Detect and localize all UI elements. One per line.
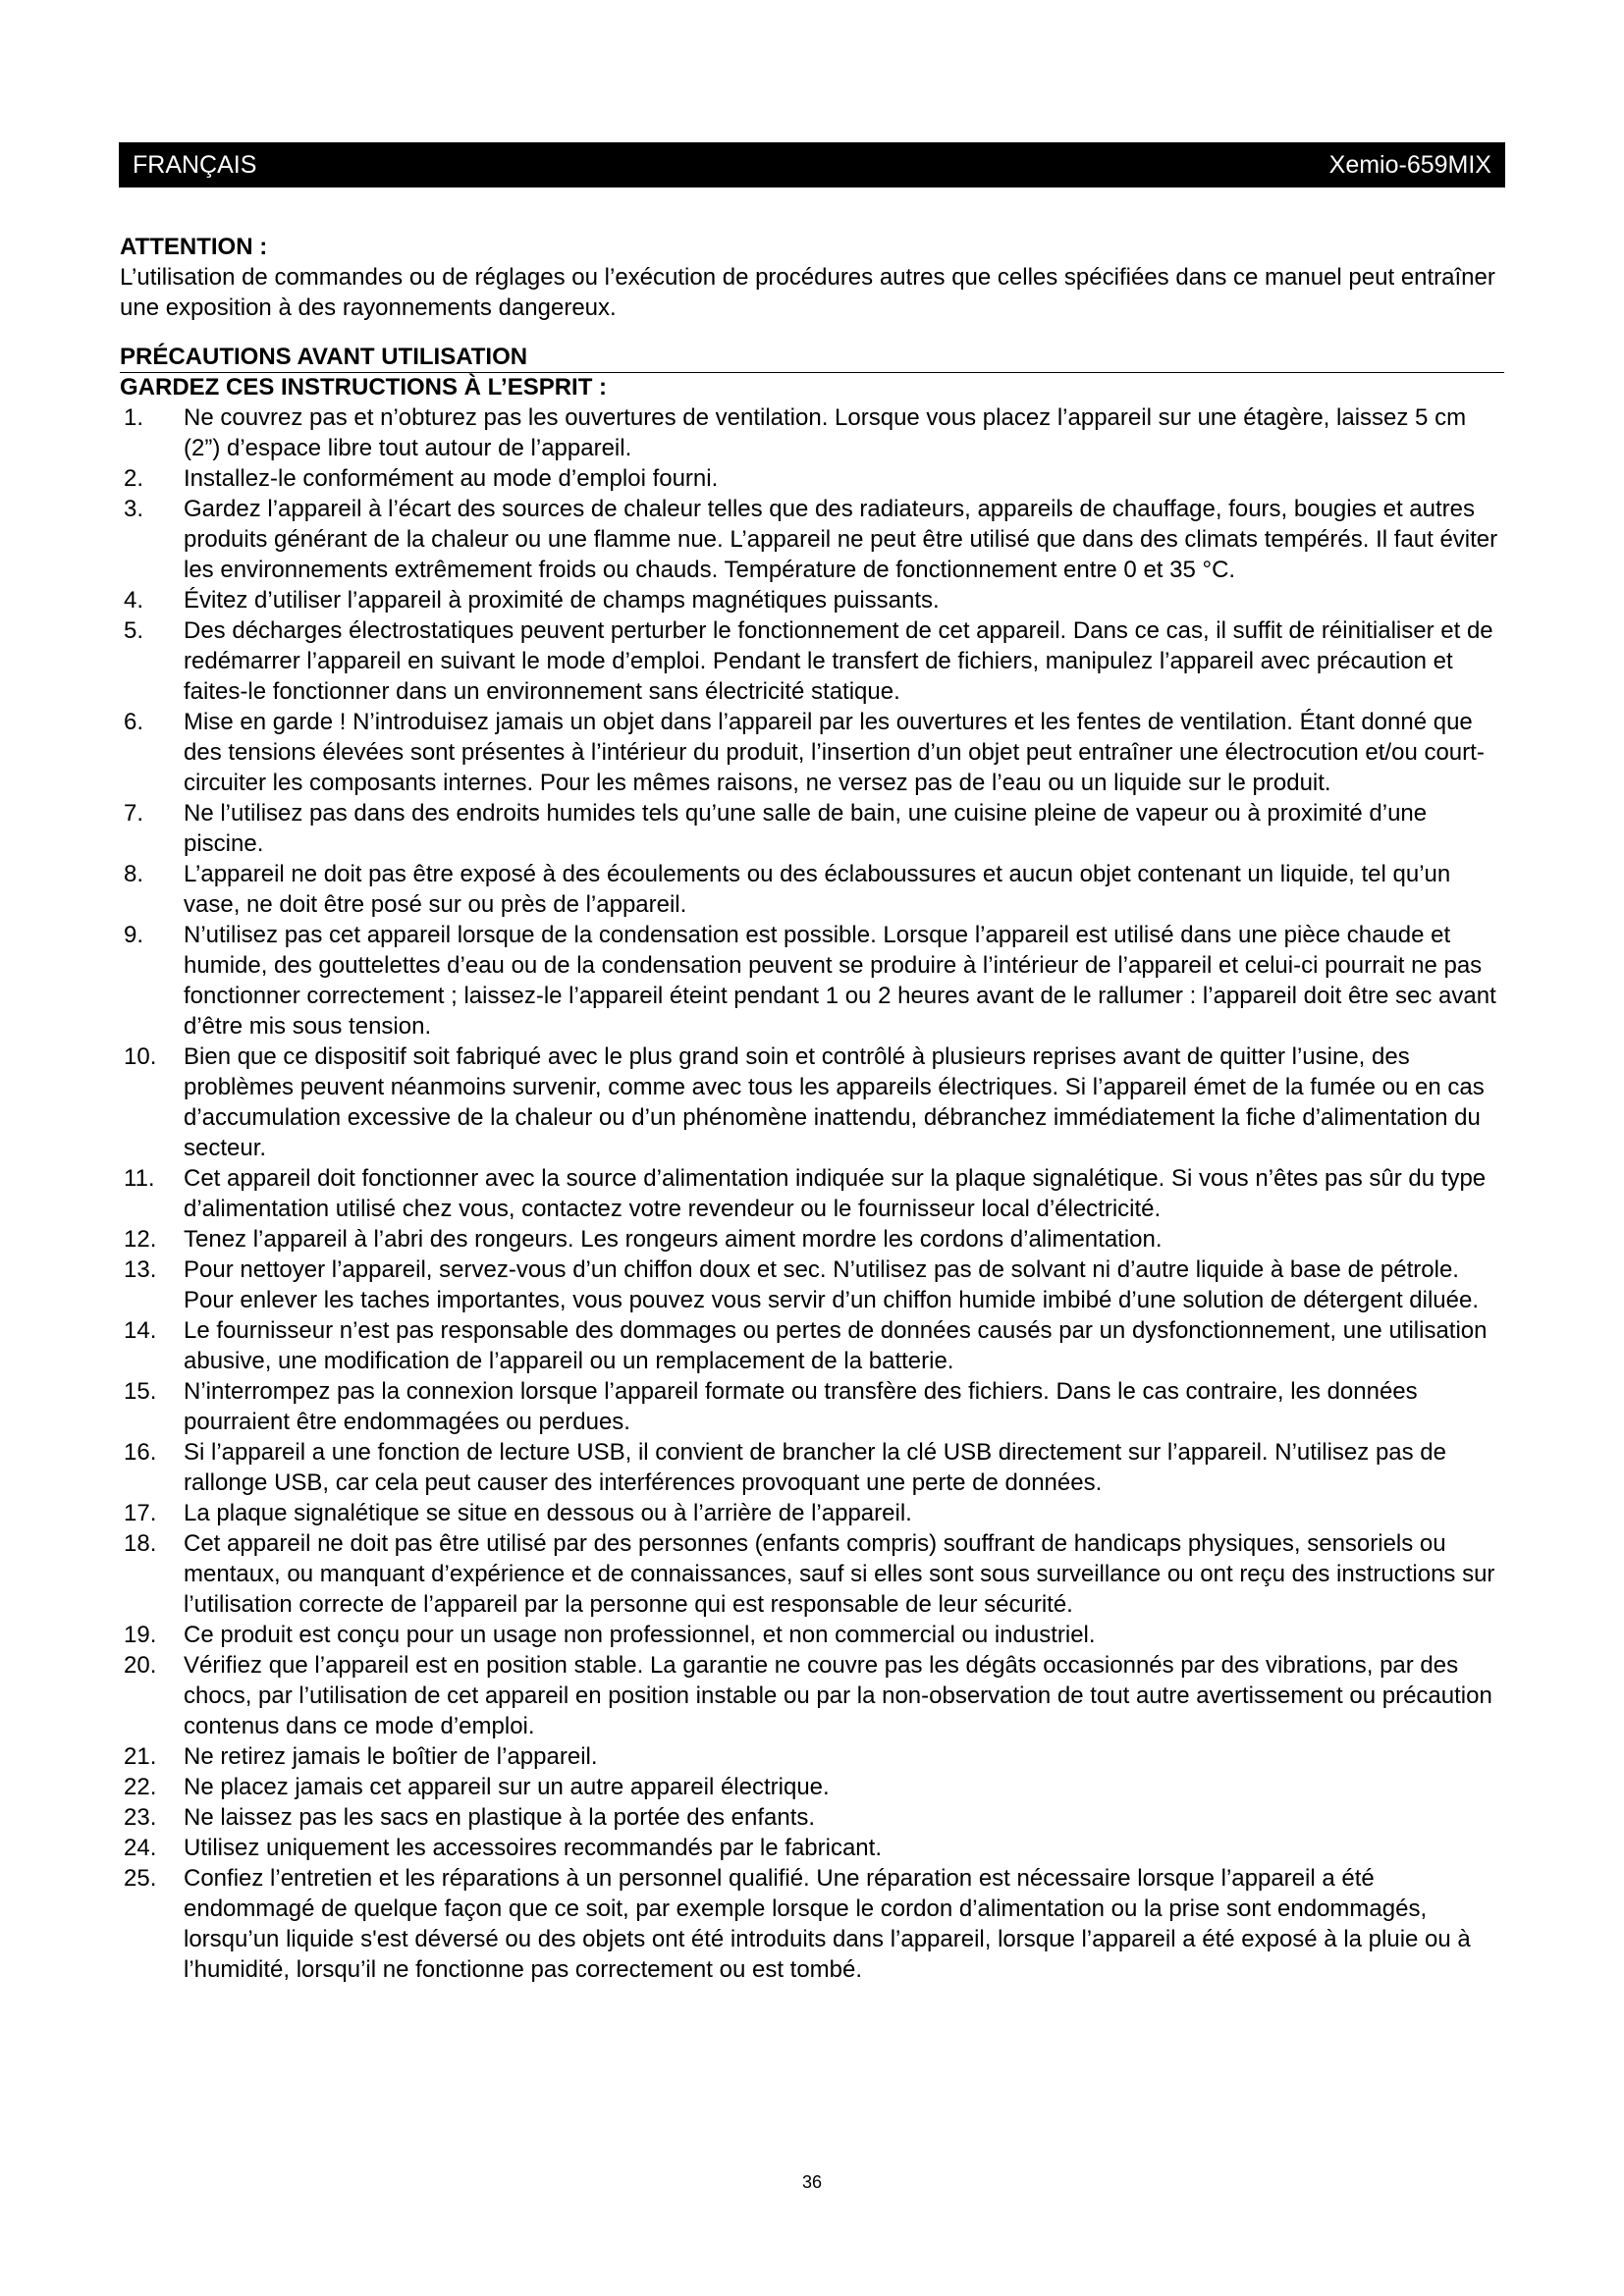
list-item-text: L’appareil ne doit pas être exposé à des écoulements ou des éclaboussures et aucun objet contenant un liquide, tel qu’un vase, ne doit être posé sur ou près de l’appareil. bbox=[184, 861, 1451, 918]
list-item-number: 12. bbox=[124, 1226, 157, 1253]
list-item bbox=[120, 1255, 1506, 1315]
list-item-number: 7. bbox=[124, 800, 144, 827]
list-item-number: 19. bbox=[124, 1622, 157, 1648]
list-item bbox=[120, 402, 1506, 463]
list-item-text: Si l’appareil a une fonction de lecture USB, il convient de brancher la clé USB directement sur l’appareil. N’utilisez pas de rallonge USB, car cela peut causer des interférences provoquant une perte de données. bbox=[184, 1439, 1447, 1496]
list-item bbox=[120, 707, 1506, 798]
list-item-number: 24. bbox=[124, 1835, 157, 1861]
header-language: FRANÇAIS bbox=[133, 150, 257, 179]
list-item bbox=[120, 615, 1506, 707]
list-item-number: 2. bbox=[124, 465, 144, 492]
page-header-bar bbox=[119, 142, 1505, 187]
list-item-number: 6. bbox=[124, 709, 144, 735]
list-item-text: Ce produit est conçu pour un usage non professionnel, et non commercial ou industriel. bbox=[184, 1622, 1096, 1648]
list-item bbox=[120, 1863, 1506, 1985]
list-item-number: 11. bbox=[124, 1165, 155, 1192]
list-item-number: 25. bbox=[124, 1865, 157, 1892]
list-item bbox=[120, 1772, 1506, 1802]
list-item-text: Ne l’utilisez pas dans des endroits humides tels qu’une salle de bain, une cuisine pleine de vapeur ou à proximité d’une piscine. bbox=[184, 800, 1428, 857]
list-item bbox=[120, 1833, 1506, 1863]
list-item bbox=[120, 920, 1506, 1041]
list-item-text: Cet appareil doit fonctionner avec la source d’alimentation indiquée sur la plaque signalétique. Si vous n’êtes pas sûr du type d’alimentation utilisé chez vous, contactez votre revendeur ou le fournisseur local d’électricité. bbox=[184, 1165, 1487, 1222]
attention-text: L’utilisation de commandes ou de réglages ou l’exécution de procédures autres que celles spécifiées dans ce manuel peut entraîner une exposition à des rayonnements dangereux. bbox=[120, 264, 1495, 321]
list-item bbox=[120, 1650, 1506, 1741]
page-number: 36 bbox=[801, 2172, 823, 2192]
list-item-text: Ne retirez jamais le boîtier de l’appareil. bbox=[184, 1743, 598, 1770]
list-item-text: Le fournisseur n’est pas responsable des dommages ou pertes de données causés par un dysfonctionnement, une utilisation abusive, une modification de l’appareil ou un remplacement de la batterie. bbox=[184, 1317, 1488, 1374]
list-item bbox=[120, 1528, 1506, 1620]
list-item-number: 3. bbox=[124, 496, 144, 522]
instructions-subtitle: GARDEZ CES INSTRUCTIONS À L’ESPRIT : bbox=[120, 374, 608, 400]
list-item-text: Confiez l’entretien et les réparations à un personnel qualifié. Une réparation est nécessaire lorsque l’appareil a été endommagé de quelque façon que ce soit, par exemple lorsque le cordon d’alimentation ou la prise sont endommagés, lorsqu’un liquide s'est déversé ou des objets ont été introduits dans l’appareil, lorsque l’appareil a été exposé à la pluie ou à l’humidité, lorsqu’il ne fonctionne pas correctement ou est tombé. bbox=[184, 1865, 1471, 1983]
list-item-text: Des décharges électrostatiques peuvent perturber le fonctionnement de cet appareil. Dans ce cas, il suffit de réinitialiser et de redémarrer l’appareil en suivant le mode d’emploi. Pendant le transfert de fichiers, manipulez l’appareil avec précaution et faites-le fonctionner dans un environnement sans électricité statique. bbox=[184, 617, 1493, 705]
list-item bbox=[120, 1041, 1506, 1163]
list-item bbox=[120, 1224, 1506, 1255]
list-item bbox=[120, 1163, 1506, 1224]
list-item-number: 23. bbox=[124, 1804, 157, 1831]
list-item-text: Cet appareil ne doit pas être utilisé par des personnes (enfants compris) souffrant de handicaps physiques, sensoriels ou mentaux, ou manquant d’expérience et de connaissances, sauf si elles sont sous surveillance ou ont reçu des instructions sur l’utilisation correcte de l’appareil par la personne qui est responsable de leur sécurité. bbox=[184, 1530, 1495, 1618]
list-item-number: 20. bbox=[124, 1652, 157, 1679]
list-item-text: Ne laissez pas les sacs en plastique à la portée des enfants. bbox=[184, 1804, 816, 1831]
list-item bbox=[120, 463, 1506, 494]
precautions-title: PRÉCAUTIONS AVANT UTILISATION bbox=[120, 344, 528, 370]
list-item-text: N’utilisez pas cet appareil lorsque de la condensation est possible. Lorsque l’appareil est utilisé dans une pièce chaude et humide, des gouttelettes d’eau ou de la condensation peuvent se produire à l’intérieur de l’appareil et celui-ci pourrait ne pas fonctionner correctement ; laissez-le l’appareil éteint pendant 1 ou 2 heures avant de le rallumer : l’appareil doit être sec avant d’être mis sous tension. bbox=[184, 922, 1496, 1040]
list-item bbox=[120, 1620, 1506, 1650]
list-item-number: 8. bbox=[124, 861, 144, 887]
list-item-number: 1. bbox=[124, 404, 144, 431]
document-body bbox=[120, 232, 1506, 1985]
list-item bbox=[120, 1376, 1506, 1437]
list-item-number: 22. bbox=[124, 1774, 157, 1800]
list-item-text: Ne placez jamais cet appareil sur un autre appareil électrique. bbox=[184, 1774, 830, 1800]
list-item-number: 10. bbox=[124, 1043, 157, 1070]
list-item bbox=[120, 1741, 1506, 1772]
attention-title: ATTENTION : bbox=[120, 234, 268, 260]
list-item bbox=[120, 1498, 1506, 1528]
list-item-text: La plaque signalétique se situe en dessous ou à l’arrière de l’appareil. bbox=[184, 1500, 912, 1526]
list-item bbox=[120, 1315, 1506, 1376]
list-item-number: 15. bbox=[124, 1378, 157, 1405]
list-item-number: 17. bbox=[124, 1500, 157, 1526]
list-item-text: Vérifiez que l’appareil est en position stable. La garantie ne couvre pas les dégâts occasionnés par des vibrations, par des chocs, par l’utilisation de cet appareil en position instable ou par la non-observation de tout autre avertissement ou précaution contenus dans ce mode d’emploi. bbox=[184, 1652, 1492, 1739]
list-item-number: 14. bbox=[124, 1317, 157, 1344]
list-item-text: Ne couvrez pas et n’obturez pas les ouvertures de ventilation. Lorsque vous placez l’appareil sur une étagère, laissez 5 cm (2”) d’espace libre tout autour de l’appareil. bbox=[184, 404, 1467, 461]
list-item-number: 4. bbox=[124, 587, 144, 614]
list-item-text: Pour nettoyer l’appareil, servez-vous d’un chiffon doux et sec. N’utilisez pas de solvant ni d’autre liquide à base de pétrole. Pour enlever les taches importantes, vous pouvez vous servir d’un chiffon humide imbibé d’une solution de détergent diluée. bbox=[184, 1256, 1480, 1313]
list-item-number: 9. bbox=[124, 922, 144, 948]
list-item bbox=[120, 859, 1506, 920]
list-item-text: Gardez l’appareil à l’écart des sources de chaleur telles que des radiateurs, appareils de chauffage, fours, bougies et autres produits générant de la chaleur ou une flamme nue. L’appareil ne peut être utilisé que dans des climats tempérés. Il faut éviter les environnements extrêmement froids ou chauds. Température de fonctionnement entre 0 et 35 °C. bbox=[184, 496, 1498, 583]
list-item bbox=[120, 494, 1506, 585]
list-item bbox=[120, 1437, 1506, 1498]
list-item-text: Évitez d’utiliser l’appareil à proximité de champs magnétiques puissants. bbox=[184, 587, 940, 614]
list-item-text: Utilisez uniquement les accessoires recommandés par le fabricant. bbox=[184, 1835, 882, 1861]
list-item-text: Installez-le conformément au mode d’emploi fourni. bbox=[184, 465, 719, 492]
list-item-number: 13. bbox=[124, 1256, 157, 1283]
list-item bbox=[120, 798, 1506, 859]
instructions-list bbox=[120, 402, 1506, 1985]
list-item-text: Tenez l’appareil à l’abri des rongeurs. Les rongeurs aiment mordre les cordons d’alimentation. bbox=[184, 1226, 1163, 1253]
list-item-number: 16. bbox=[124, 1439, 157, 1466]
list-item-text: N’interrompez pas la connexion lorsque l’appareil formate ou transfère des fichiers. Dans le cas contraire, les données pourraient être endommagées ou perdues. bbox=[184, 1378, 1418, 1435]
list-item-text: Bien que ce dispositif soit fabriqué avec le plus grand soin et contrôlé à plusieurs reprises avant de quitter l’usine, des problèmes peuvent néanmoins survenir, comme avec tous les appareils électriques. Si l’appareil émet de la fumée ou en cas d’accumulation excessive de la chaleur ou d’un phénomène inattendu, débranchez immédiatement la fiche d’alimentation du secteur. bbox=[184, 1043, 1485, 1161]
list-item-text: Mise en garde ! N’introduisez jamais un objet dans l’appareil par les ouvertures et les fentes de ventilation. Étant donné que des tensions élevées sont présentes à l’intérieur du produit, l’insertion d’un objet peut entraîner une électrocution et/ou court-circuiter les composants internes. Pour les mêmes raisons, ne versez pas de l’eau ou un liquide sur le produit. bbox=[184, 709, 1485, 796]
list-item-number: 21. bbox=[124, 1743, 157, 1770]
list-item-number: 18. bbox=[124, 1530, 157, 1557]
header-model: Xemio-659MIX bbox=[1328, 150, 1491, 179]
list-item bbox=[120, 585, 1506, 615]
list-item bbox=[120, 1802, 1506, 1833]
list-item-number: 5. bbox=[124, 617, 144, 644]
